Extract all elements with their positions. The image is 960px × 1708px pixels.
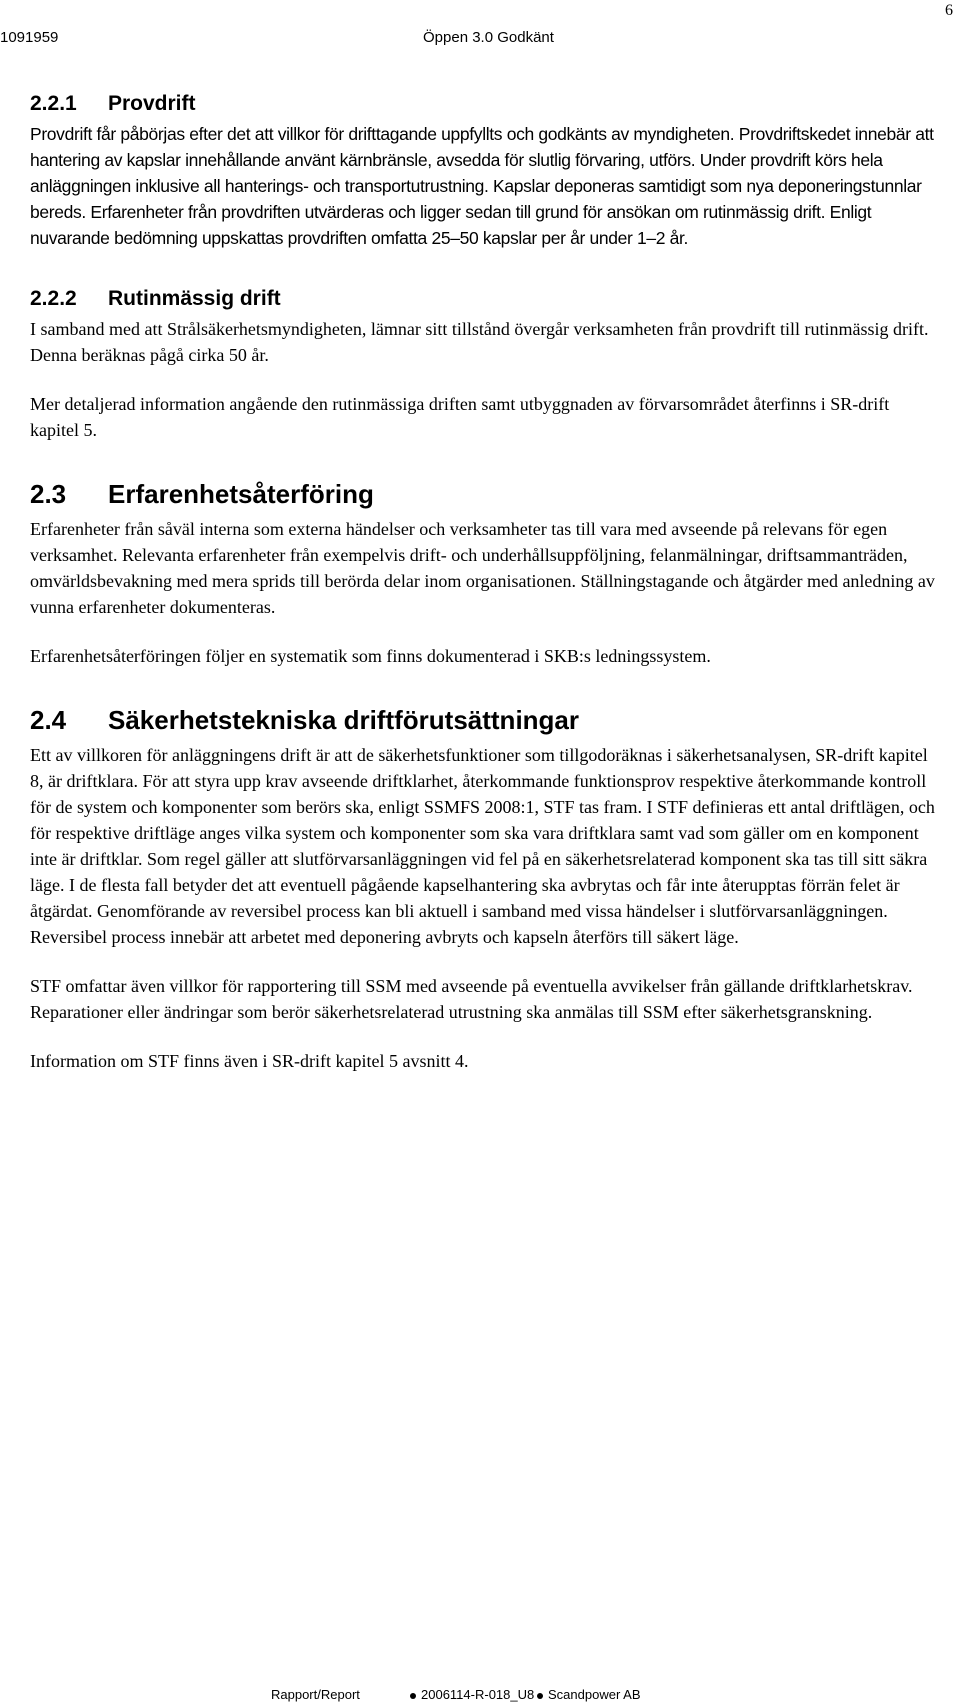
section-number: 2.2.1 — [30, 92, 77, 115]
section-2-2-1 — [30, 90, 940, 251]
paragraph: Erfarenheter från såväl interna som externa händelser och verksamheter tas till vara med avseende på relevans för egen verksamhet. Relevanta erfarenheter från exempelvis drift- och underhållsuppföljning, felanmälningar, driftsammanträden, omvärldsbevakning med mera sprids till berörda delar inom organisationen. Ställningstagande och åtgärder med anledning av vunna erfarenheter dokumenteras. — [30, 519, 935, 617]
paragraph: Information om STF finns även i SR-drift kapitel 5 avsnitt 4. — [30, 1051, 469, 1071]
bullet-icon — [537, 1693, 543, 1699]
section-title: Erfarenhetsåterföring — [108, 479, 374, 509]
section-title: Rutinmässig drift — [108, 287, 281, 310]
paragraph: Mer detaljerad information angående den rutinmässiga driften samt utbyggnaden av förvarsområdet återfinns i SR-drift kapitel 5. — [30, 394, 890, 440]
section-heading — [30, 90, 940, 118]
section-heading — [30, 703, 940, 737]
paragraph: I samband med att Strålsäkerhetsmyndigheten, lämnar sitt tillstånd övergår verksamheten från provdrift till rutinmässig drift. Denna beräknas pågå cirka 50 år. — [30, 319, 929, 365]
paragraph: STF omfattar även villkor för rapportering till SSM med avseende på eventuella avvikelser från gällande driftklarhetskrav. Reparationer eller ändringar som berör säkerhetsrelaterad utrustning ska anmälas till SSM efter säkerhetsgranskning. — [30, 976, 913, 1022]
paragraph: Ett av villkoren för anläggningens drift är att de säkerhetsfunktioner som tillgodoräknas i säkerhetsanalysen, SR-drift kapitel 8, är driftklara. För att styra upp krav avseende driftklarhet, återkommande funktionsprov respektive återkommande kontroll för de system och komponenter som berörs ska, enligt SSMFS 2008:1, STF tas fram. I STF definieras ett antal driftlägen, och för respektive driftläge anges vilka system och komponenter som ska vara driftklara samt vad som gäller om en komponent inte är driftklar. Som regel gäller att slutförvarsanläggningen vid fel på en säkerhetsrelaterad komponent ska tas till sitt säkra läge. I de flesta fall betyder det att eventuell pågående kapselhantering ska avbrytas och får inte återupptas förrän felet är åtgärdat. Genomförande av reversibel process kan bli aktuell i samband med vissa händelser i slutförvarsanläggningen. Reversibel process innebär att arbetet med deponering avbryts och kapseln återförs till säkert läge. — [30, 745, 935, 947]
footer-company-name: Scandpower AB — [548, 1687, 641, 1702]
section-number: 2.2.2 — [30, 287, 77, 310]
section-heading — [30, 477, 940, 511]
document-number: 1091959 — [0, 29, 59, 46]
footer-report-number — [405, 1687, 534, 1703]
section-2-3 — [30, 477, 940, 669]
section-title: Provdrift — [108, 92, 196, 115]
document-body — [30, 90, 940, 1074]
footer-report-id: 2006114-R-018_U8 — [421, 1687, 535, 1702]
footer-report-label: Rapport/Report — [271, 1687, 360, 1702]
bullet-icon — [410, 1693, 416, 1699]
paragraph: Provdrift får påbörjas efter det att villkor för drifttagande uppfyllts och godkänts av myndigheten. Provdriftskedet innebär att hantering av kapslar innehållande använt kärnbränsle, avsedda för slutlig förvaring, utförs. Under provdrift körs hela anläggningen inklusive all hanterings- och transportutrustning. Kapslar deponeras samtidigt som nya deponeringstunnlar bereds. Erfarenheter från provdriften utvärderas och ligger sedan till grund för ansökan om rutinmässig drift. Enligt nuvarande bedömning uppskattas provdriften omfatta 25–50 kapslar per år under 1–2 år. — [30, 124, 934, 248]
section-number: 2.3 — [30, 479, 67, 509]
footer-company — [532, 1687, 641, 1703]
section-2-2-2 — [30, 285, 940, 443]
document-status: Öppen 3.0 Godkänt — [423, 29, 554, 46]
paragraph: Erfarenhetsåterföringen följer en systematik som finns dokumenterad i SKB:s ledningssystem. — [30, 646, 711, 666]
section-2-4 — [30, 703, 940, 1074]
page-number: 6 — [945, 2, 953, 19]
section-number: 2.4 — [30, 705, 67, 735]
section-heading — [30, 285, 940, 313]
section-title: Säkerhetstekniska driftförutsättningar — [108, 705, 580, 735]
